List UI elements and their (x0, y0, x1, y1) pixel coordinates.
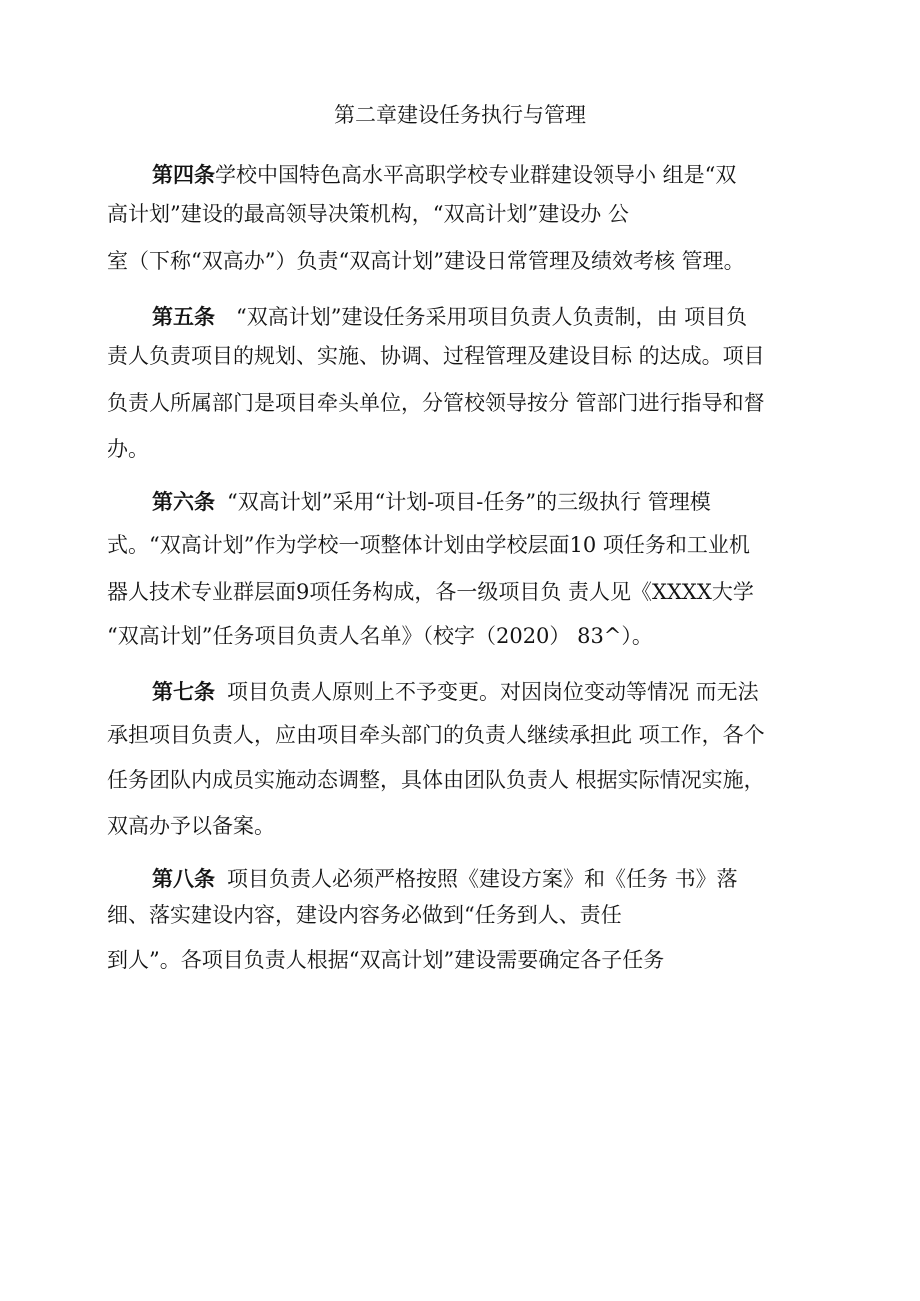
article-text-line: 高计划”建设的最高领导决策机构，“双高计划”建设办 公 (107, 202, 629, 226)
article-first-line (152, 302, 747, 332)
article-text-line: “双高计划”建设任务采用项目负责人负责制，由 项目负 (236, 305, 748, 329)
article-text-line: 细、落实建设内容，建设内容务必做到“任务到人、责任 (107, 903, 622, 927)
article-text-line: 任务团队内成员实施动态调整，具体由团队负责人 根据实际情况实施， (107, 768, 765, 792)
article-text-line: 器人技术专业群层面9项任务构成，各一级项目负 责人见《XXXX大学 (107, 580, 754, 604)
article-first-line (152, 677, 759, 707)
article-heading-7: 第七条 (152, 680, 215, 704)
article-text-line: 负责人所属部门是项目牵头单位，分管校领导按分 管部门进行指导和督 (107, 391, 765, 415)
article-first-line (152, 864, 738, 894)
article-text-line: 双高办予以备案。 (107, 814, 275, 838)
article-first-line (152, 160, 736, 190)
article-text-line: 项目负责人必须严格按照《建设方案》和《任务 书》落 (227, 867, 738, 891)
article-heading-6: 第六条 (152, 490, 215, 514)
article-text-line: 办。 (107, 437, 149, 461)
article-text-line: 式。“双高计划”作为学校一项整体计划由学校层面10 项任务和工业机 (107, 533, 750, 557)
article-heading-4: 第四条 (152, 163, 215, 187)
article-text-line: 室（下称“双高办”）负责“双高计划”建设日常管理及绩效考核 管理。 (107, 249, 745, 273)
article-text-line: 项目负责人原则上不予变更。对因岗位变动等情况 而无法 (227, 680, 759, 704)
chapter-title: 第二章建设任务执行与管理 (334, 103, 586, 127)
article-heading-5: 第五条 (152, 305, 215, 329)
article-text-line: “双高计划”采用“计划-项目-任务”的三级执行 管理模 (227, 490, 711, 514)
article-heading-8: 第八条 (152, 867, 215, 891)
article-text-line: 到人”。各项目负责人根据“双高计划”建设需要确定各子任务 (107, 948, 665, 972)
article-text-line: “双高计划”任务项目负责人名单》（校字（2020） 83^）。 (107, 624, 653, 648)
article-text-line: 承担项目负责人，应由项目牵头部门的负责人继续承担此 项工作，各个 (107, 723, 765, 747)
article-text-line: 责人负责项目的规划、实施、协调、过程管理及建设目标 的达成。项目 (107, 344, 765, 368)
article-first-line (152, 487, 711, 517)
article-text-line: 学校中国特色高水平高职学校专业群建设领导小 组是“双 (215, 163, 737, 187)
